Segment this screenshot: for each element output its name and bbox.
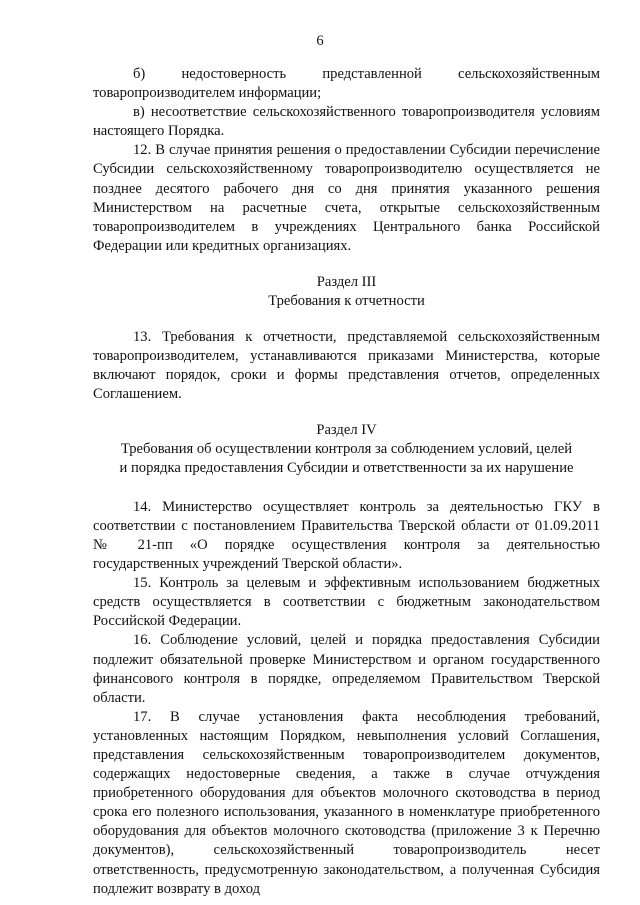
paragraph-16: 16. Соблюдение условий, целей и порядка предоставления Субсидии подлежит обязательной проверке Министерством и органом государственного финансового контроля в порядке, определяемом Правительством Тверской области. (93, 632, 600, 706)
paragraph-11b: б) недостоверность представленной сельскохозяйственным товаропроизводителем информации; (93, 66, 600, 102)
section-3-title: Требования к отчетности (268, 293, 425, 310)
spacer (93, 256, 600, 273)
paragraph-14: 14. Министерство осуществляет контроль за деятельностью ГКУ в соответствии с постановлением Правительства Тверской области от 01.09.2011 № 21-пп «О порядке осуществления контроля за деятельностью государственных учреждений Тверской области». (93, 498, 600, 573)
paragraph-13: 13. Требования к отчетности, представляемой сельскохозяйственным товаропроизводителем, устанавливаются приказами Министерства, которые включают порядок, сроки и формы представления отчетов, определенных Соглашением. (93, 329, 600, 403)
section-4-title-line-2: и порядка предоставления Субсидии и ответственности за их нарушение (119, 459, 574, 476)
paragraph-11c: в) несоответствие сельскохозяйственного товаропроизводителя условиям настоящего Порядка. (93, 104, 600, 140)
paragraph-15: 15. Контроль за целевым и эффективным использованием бюджетных средств осуществляется в соответствии с бюджетным законодательством Российской Федерации. (93, 575, 600, 630)
section-4-title-line-1: Требования об осуществлении контроля за соблюдением условий, целей (120, 440, 573, 457)
page-number: 6 (316, 33, 324, 49)
paragraph-17: 17. В случае установления факта несоблюдения требований, установленных настоящим Порядком, невыполнения условий Соглашения, представления сельскохозяйственным товаропроизводителем документов, содержащих недостоверные сведения, а также в случае отчуждения приобретенного оборудования для объектов молочного скотоводства в период срока его полезного использования, указанного в номенклатуре приобретенного оборудования для объектов молочного скотоводства (приложение 3 к Перечню документов), сельскохозяйственный товаропроизводитель несет ответственность, предусмотренную законодательством, а полученная Субсидия подлежит возврату в доход (93, 708, 600, 897)
spacer (93, 405, 600, 421)
section-4-number: Раздел IV (316, 421, 377, 438)
section-3-number: Раздел III (316, 273, 377, 290)
spacer (93, 311, 600, 328)
paragraph-12: 12. В случае принятия решения о предоставлении Субсидии перечисление Субсидии сельскохозяйственному товаропроизводителю осуществляется не позднее десятого рабочего дня со дня принятия указанного решения Министерством на расчетные счета, открытые сельскохозяйственным товаропроизводителем в учреждениях Центрального банка Российской Федерации или кредитных организациях. (93, 142, 600, 254)
spacer (93, 478, 600, 498)
document-body (93, 65, 600, 899)
